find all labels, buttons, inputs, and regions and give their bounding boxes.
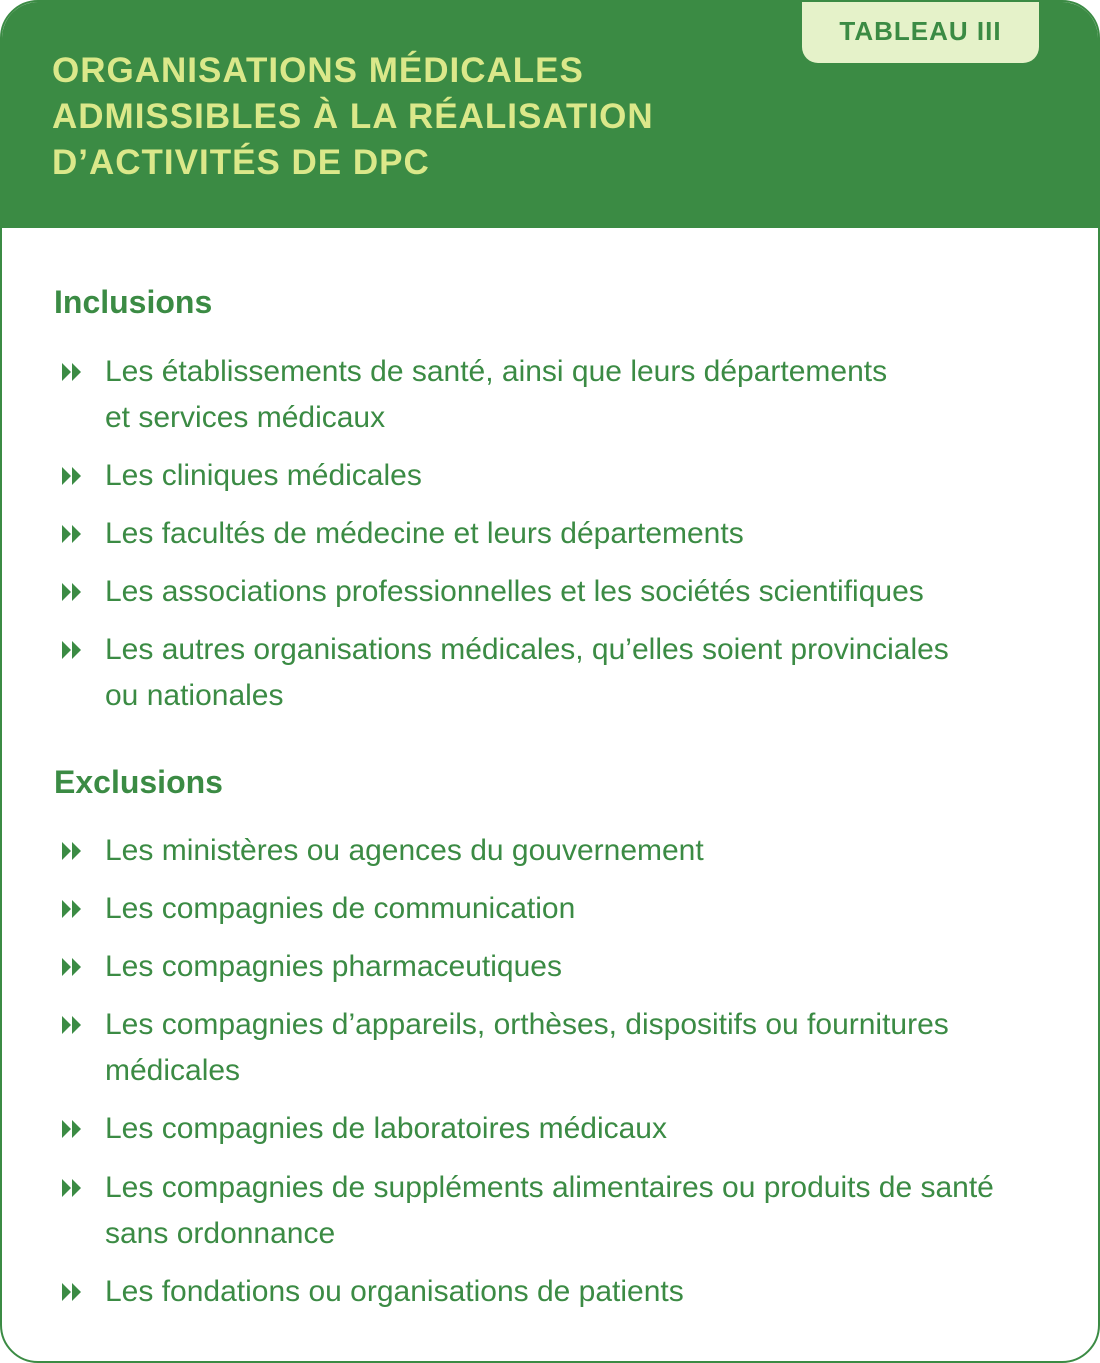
list-item-label: Les ministères ou agences du gouvernement bbox=[105, 834, 704, 867]
list-item-label: Les compagnies de laboratoires médicaux bbox=[105, 1112, 667, 1145]
double-chevron-right-icon bbox=[62, 1283, 82, 1301]
list-item-label: Les établissements de santé, ainsi que leurs départements et services médicaux bbox=[105, 355, 888, 434]
double-chevron-right-icon bbox=[62, 958, 82, 976]
double-chevron-right-icon bbox=[62, 363, 82, 381]
list-item-label: Les compagnies d’appareils, orthèses, dispositifs ou fournitures médicales bbox=[105, 1008, 949, 1087]
list-item-label: Les facultés de médecine et leurs départements bbox=[105, 517, 744, 550]
exclusions-heading: Exclusions bbox=[54, 764, 223, 800]
double-chevron-right-icon bbox=[62, 1120, 82, 1138]
double-chevron-right-icon bbox=[62, 842, 82, 860]
list-item-label: Les fondations ou organisations de patients bbox=[105, 1275, 684, 1308]
table-number-tab: TABLEAU III bbox=[802, 0, 1039, 63]
double-chevron-right-icon bbox=[62, 1179, 82, 1197]
list-item-label: Les compagnies de communication bbox=[105, 892, 576, 925]
list-item-label: Les cliniques médicales bbox=[105, 459, 422, 492]
double-chevron-right-icon bbox=[62, 1016, 82, 1034]
table-title: ORGANISATIONS MÉDICALES ADMISSIBLES À LA RÉALISATION D’ACTIVITÉS DE DPC bbox=[52, 51, 654, 182]
list-item-label: Les compagnies pharmaceutiques bbox=[105, 950, 562, 983]
double-chevron-right-icon bbox=[62, 467, 82, 485]
list-item-label: Les autres organisations médicales, qu’elles soient provinciales ou nationales bbox=[105, 633, 949, 712]
double-chevron-right-icon bbox=[62, 525, 82, 543]
list-item-label: Les compagnies de suppléments alimentaires ou produits de santé sans ordonnance bbox=[105, 1171, 994, 1250]
double-chevron-right-icon bbox=[62, 900, 82, 918]
double-chevron-right-icon bbox=[62, 583, 82, 601]
double-chevron-right-icon bbox=[62, 641, 82, 659]
list-item-label: Les associations professionnelles et les sociétés scientifiques bbox=[105, 575, 924, 608]
inclusions-heading: Inclusions bbox=[54, 284, 213, 320]
